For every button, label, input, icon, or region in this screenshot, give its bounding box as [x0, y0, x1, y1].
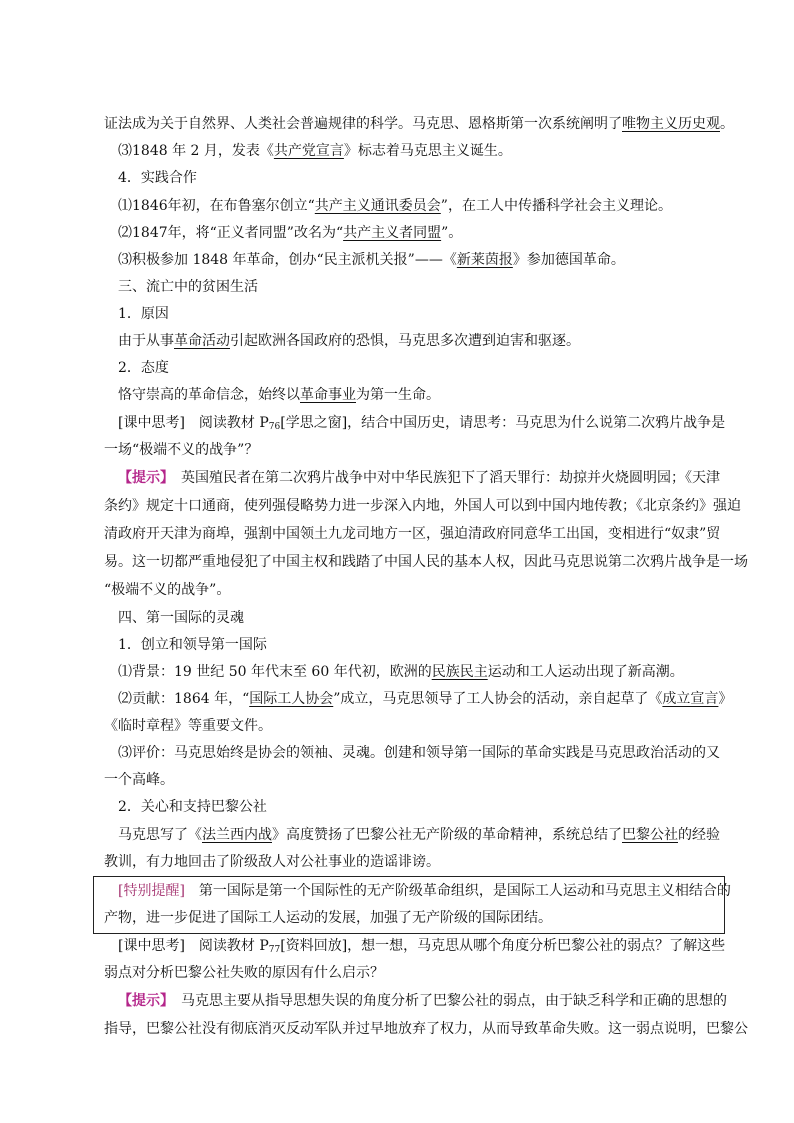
hint-line: 【提示】 马克思主要从指导思想失误的角度分析了巴黎公社的弱点，由于缺乏科学和正确的思想的 [118, 993, 727, 1009]
paragraph-line: ⑵贡献：1864 年，“国际工人协会”成立，马克思领导了工人协会的活动，亲自起草了《成立宣言》 [118, 691, 733, 707]
key-term: 法兰西内战 [202, 827, 272, 843]
note-label: [特别提醒] [118, 883, 185, 899]
key-term: 民族民主 [431, 664, 488, 680]
paragraph-line: ⑴1846年初，在布鲁塞尔创立“共产主义通讯委员会”，在工人中传播科学社会主义理论。 [118, 198, 672, 214]
section-heading: 三、流亡中的贫困生活 [118, 279, 258, 295]
paragraph-line: 证法成为关于自然界、人类社会普遍规律的科学。马克思、恩格斯第一次系统阐明了唯物主义历史观。 [104, 116, 734, 132]
paragraph-line: 清政府开天津为商埠，强割中国领土九龙司地方一区，强迫清政府同意华工出国，变相进行“奴隶”贸 [104, 526, 721, 542]
paragraph-line: ⑶积极参加 1848 年革命，创办“民主派机关报”——《新莱茵报》参加德国革命。 [118, 252, 625, 268]
note-line: 产物，进一步促进了国际工人运动的发展，加强了无产阶级的国际团结。 [104, 910, 552, 926]
subheading: 1．创立和领导第一国际 [118, 637, 267, 653]
hint-label: 【提示】 [118, 470, 167, 486]
paragraph-line: 由于从事革命活动引起欧洲各国政府的恐惧，马克思多次遭到迫害和驱逐。 [118, 333, 580, 349]
paragraph-line: ⑵1847年，将“正义者同盟”改名为“共产主义者同盟”。 [118, 225, 463, 241]
note-line: [特别提醒] 第一国际是第一个国际性的无产阶级革命组织，是国际工人运动和马克思主义相结合的 [118, 883, 731, 899]
key-term: 唯物主义历史观 [622, 116, 720, 132]
subheading: 1．原因 [118, 306, 169, 322]
subheading: 2．态度 [118, 360, 169, 376]
key-term: 革命活动 [174, 333, 230, 349]
paragraph-line: 《临时章程》等重要文件。 [104, 718, 272, 734]
paragraph-line: 条约》规定十口通商，使列强侵略势力进一步深入内地，外国人可以到中国内地传教；《北京条约》强迫 [104, 498, 741, 514]
paragraph-line: 教训，有力地回击了阶级敌人对公社事业的造谣诽谤。 [104, 854, 440, 870]
hint-label: 【提示】 [118, 993, 167, 1009]
key-term: 新莱茵报 [456, 252, 513, 268]
key-term: 共产党宣言 [273, 143, 344, 159]
paragraph-line: 一个高峰。 [104, 772, 174, 788]
subheading: 2．关心和支持巴黎公社 [118, 799, 267, 815]
key-term: 革命事业 [300, 387, 356, 403]
paragraph-line: 指导，巴黎公社没有彻底消灭反动军队并过早地放弃了权力，从而导致革命失败。这一弱点说明，巴黎公 [104, 1021, 748, 1037]
key-term: 巴黎公社 [622, 827, 678, 843]
key-term: 成立宣言 [662, 691, 719, 707]
question-line: [课中思考] 阅读教材 $P_{76}$[学思之窗]，结合中国历史，请思考：马克思为什么说第二次鸦片战争是 [118, 415, 726, 432]
section-heading: 四、第一国际的灵魂 [118, 610, 244, 626]
question-line: 一场“极端不义的战争”？ [104, 442, 259, 458]
paragraph-line: 恪守崇高的革命信念，始终以革命事业为第一生命。 [118, 387, 440, 403]
paragraph-line: 易。这一切都严重地侵犯了中国主权和践踏了中国人民的基本人权，因此马克思说第二次鸦片战争是一场 [104, 554, 748, 570]
subheading: 4．实践合作 [118, 170, 197, 186]
paragraph-line: 马克思写了《法兰西内战》高度赞扬了巴黎公社无产阶级的革命精神，系统总结了巴黎公社的经验 [118, 827, 720, 843]
key-term: 国际工人协会 [249, 691, 334, 707]
paragraph-line: “极端不义的战争”。 [104, 582, 231, 598]
paragraph-line: ⑴背景：19 世纪 50 年代末至 60 年代初，欧洲的民族民主运动和工人运动出现了新高潮。 [118, 664, 684, 680]
hint-line: 【提示】 英国殖民者在第二次鸦片战争中对中华民族犯下了滔天罪行：劫掠并火烧圆明园；《天津 [118, 470, 720, 486]
paragraph-line: ⑶评价：马克思始终是协会的领袖、灵魂。创建和领导第一国际的革命实践是马克思政治活动的又 [118, 745, 720, 761]
key-term: 共产主义者同盟 [343, 225, 442, 241]
question-line: 弱点对分析巴黎公社失败的原因有什么启示？ [104, 965, 384, 981]
paragraph-line: ⑶1848 年 2 月，发表《共产党宣言》标志着马克思主义诞生。 [118, 143, 512, 159]
question-line: [课中思考] 阅读教材 $P_{77}$[资料回放]，想一想，马克思从哪个角度分析巴黎公社的弱点？了解这些 [118, 938, 726, 955]
key-term: 共产主义通讯委员会 [314, 198, 441, 214]
